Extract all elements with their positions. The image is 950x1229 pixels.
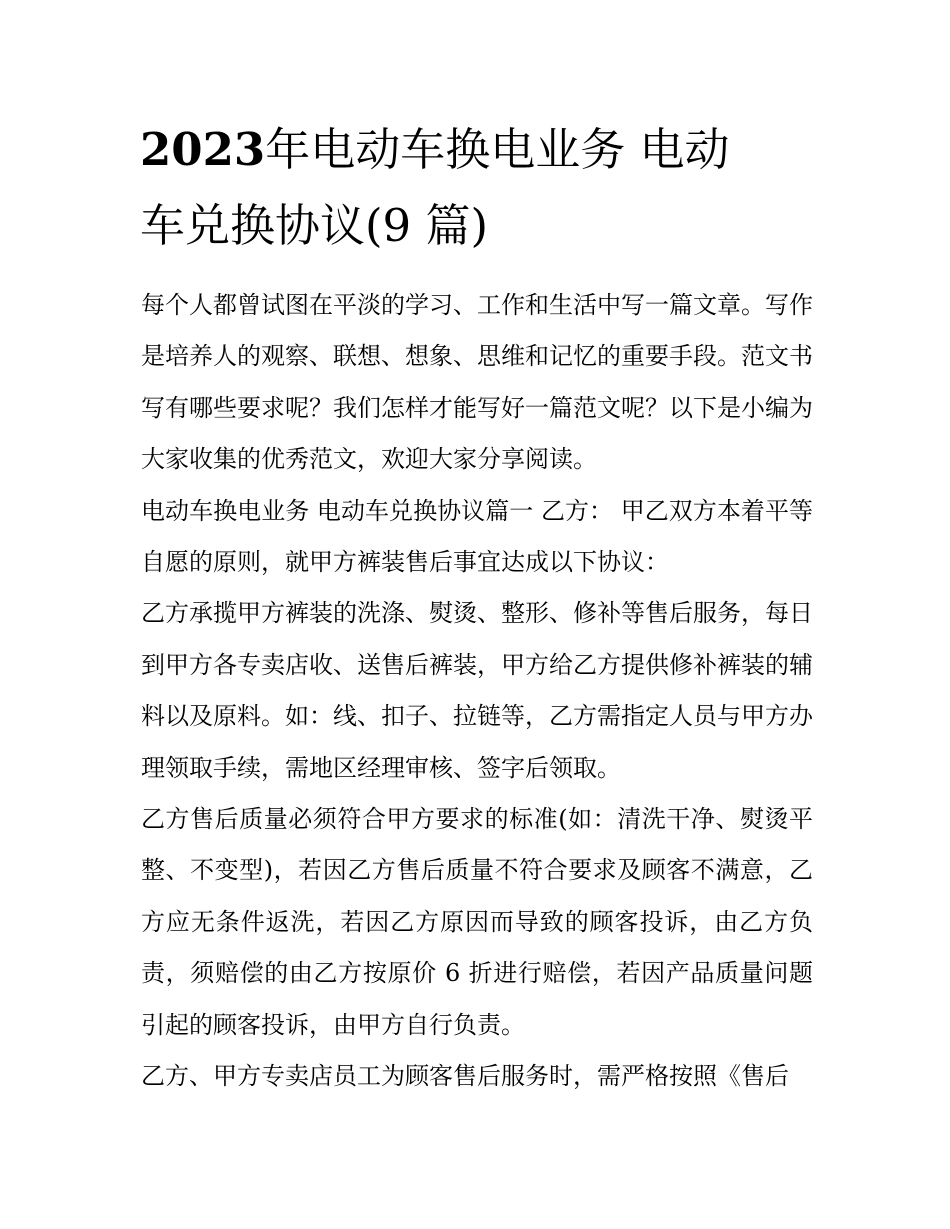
- paragraph-section-1-heading: 电动车换电业务 电动车兑换协议篇一 乙方： 甲乙双方本着平等自愿的原则，就甲方裤装售后事宜达成以下协议：: [141, 496, 813, 577]
- title-line-1: 年电动车换电业务 电动: [265, 123, 730, 176]
- paragraph-quality-standard: 乙方售后质量必须符合甲方要求的标准(如：清洗干净、熨烫平整、不变型)，若因乙方售后质量不符合要求及顾客不满意，乙方应无条件返洗，若因乙方原因而导致的顾客投诉，由乙方负责，须赔偿的由乙方按原价 6 折进行赔偿，若因产品质量问题引起的顾客投诉，由甲方自行负责。: [141, 805, 813, 1039]
- document-title: [140, 112, 820, 264]
- paragraph-service-procedure: 乙方、甲方专卖店员工为顾客售后服务时，需严格按照《售后: [141, 1062, 789, 1091]
- document-body: [141, 280, 813, 1103]
- title-line-2: 车兑换协议(9 篇): [140, 199, 489, 252]
- paragraph-intro: 每个人都曾试图在平淡的学习、工作和生活中写一篇文章。写作是培养人的观察、联想、想象、思维和记忆的重要手段。范文书写有哪些要求呢？我们怎样才能写好一篇范文呢？以下是小编为大家收集的优秀范文，欢迎大家分享阅读。: [141, 291, 813, 474]
- title-year: 2023: [140, 123, 266, 176]
- paragraph-service-scope: 乙方承揽甲方裤装的洗涤、熨烫、整形、修补等售后服务，每日到甲方各专卖店收、送售后裤装，甲方给乙方提供修补裤装的辅料以及原料。如：线、扣子、拉链等，乙方需指定人员与甲方办理领取手续，需地区经理审核、签字后领取。: [141, 599, 813, 782]
